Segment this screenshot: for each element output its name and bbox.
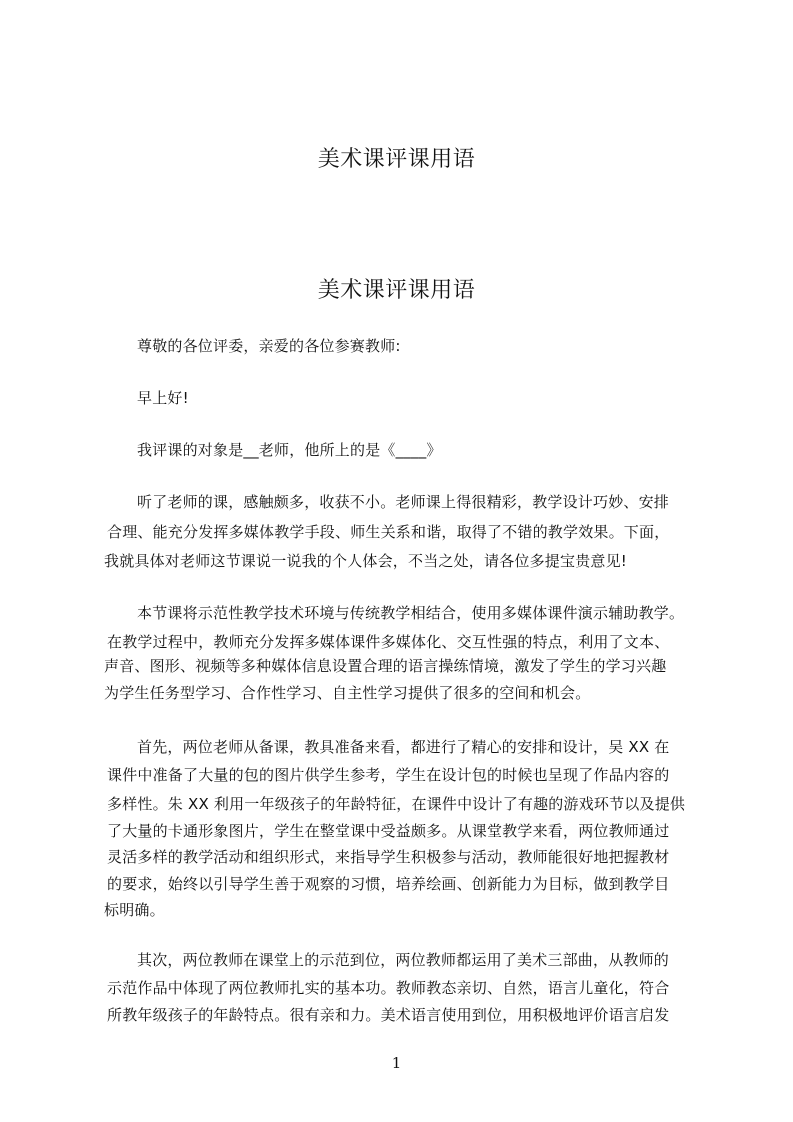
paragraph-3-line-1: 首先，两位老师从备课，教具准备来看，都进行了精心的安排和设计，吴 XX 在 — [137, 738, 670, 756]
paragraph-4-line-3: 所教年级孩子的年龄特点。很有亲和力。美术语言使用到位，用积极地评价语言启发 — [107, 1006, 670, 1024]
paragraph-3-line-3: 多样性。朱 XX 利用一年级孩子的年龄特征，在课件中设计了有趣的游戏环节以及提供 — [107, 795, 686, 813]
paragraph-3-line-6: 的要求，始终以引导学生善于观察的习惯，培养绘画、创新能力为目标，做到教学目 — [107, 875, 670, 893]
paragraph-1-line-1: 听了老师的课，感触颇多，收获不小。老师课上得很精彩，教学设计巧妙、安排 — [137, 493, 670, 511]
paragraph-3-line-4: 了大量的卡通形象图片，学生在整堂课中受益颇多。从课堂教学来看，两位教师通过 — [107, 822, 670, 840]
header-title: 美术课评课用语 — [317, 147, 476, 172]
greeting-line: 尊敬的各位评委，亲爱的各位参赛教师: — [137, 337, 401, 355]
paragraph-3-line-2: 课件中准备了大量的包的图片供学生参考，学生在设计包的时候也呈现了作品内容的 — [107, 766, 670, 784]
paragraph-1-line-2: 合理、能充分发挥多媒体教学手段、师生关系和谐，取得了不错的教学效果。下面， — [107, 523, 670, 541]
paragraph-2-line-2: 在教学过程中，教师充分发挥多媒体课件多媒体化、交互性强的特点，利用了文本、 — [107, 633, 670, 651]
main-title: 美术课评课用语 — [317, 278, 476, 303]
paragraph-2-line-4: 为学生任务型学习、合作性学习、自主性学习提供了很多的空间和机会。 — [104, 684, 591, 702]
paragraph-4-line-2: 示范作品中体现了两位教师扎实的基本功。教师教态亲切、自然，语言儿童化，符合 — [107, 979, 670, 997]
paragraph-2-line-3: 声音、图形、视频等多种媒体信息设置合理的语言操练情境，激发了学生的学习兴趣 — [104, 657, 667, 675]
paragraph-3-line-7: 标明确。 — [104, 901, 165, 919]
paragraph-3-line-5: 灵活多样的教学活动和组织形式，来指导学生积极参与活动，教师能很好地把握教材 — [107, 848, 670, 866]
intro-line: 我评课的对象是__老师，他所上的是《____》 — [137, 441, 442, 459]
paragraph-2-line-1: 本节课将示范性教学技术环境与传统教学相结合，使用多媒体课件演示辅助教学。 — [137, 604, 685, 622]
paragraph-4-line-1: 其次，两位教师在课堂上的示范到位，两位教师都运用了美术三部曲，从教师的 — [137, 951, 670, 969]
page-number: 1 — [391, 1054, 402, 1072]
morning-line: 早上好! — [137, 389, 189, 407]
paragraph-1-line-3: 我就具体对老师这节课说一说我的个人体会，不当之处，请各位多提宝贵意见! — [104, 552, 628, 570]
